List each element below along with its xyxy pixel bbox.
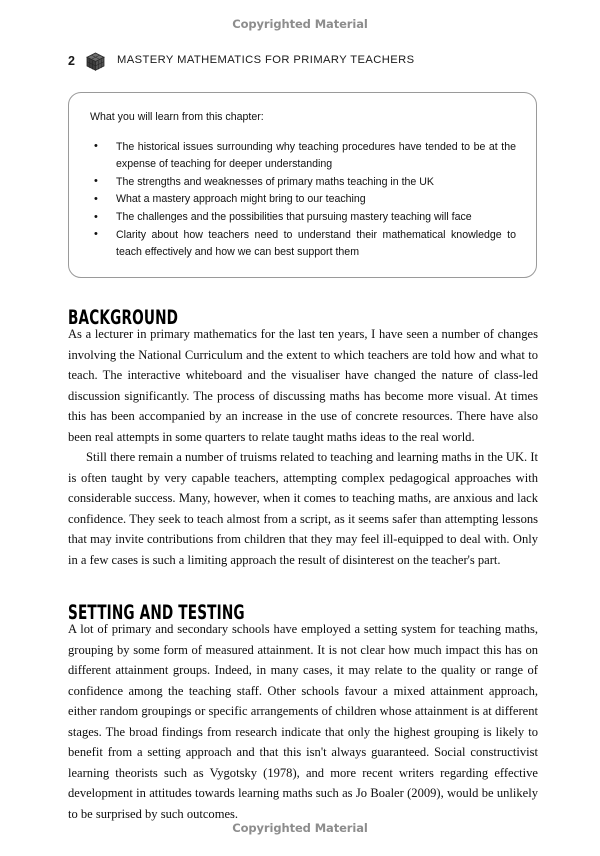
- list-item: • The strengths and weaknesses of primary maths teaching in the UK: [90, 174, 516, 191]
- paragraph: A lot of primary and secondary schools have employed a setting system for teaching maths, grouping by some form of measured attainment. It is not clear how much impact this has on different attainment groups. Indeed, in many cases, it may relate to the quality or range of confidence among the teaching staff. Other schools favour a mixed attainment approach, either random groupings or specific arrangements of children whose attainment is at different stages. The broad findings from research indicate that only the highest grouping is likely to benefit from a setting approach and that this isn't always guaranteed. Social constructivist learning theorists such as Vygotsky (1978), and more recent writers regarding effective development in attitudes towards learning maths such as Jo Boaler (2009), would be unlikely to be surprised by such outcomes.: [68, 622, 538, 821]
- watermark-bottom: Copyrighted Material: [232, 821, 368, 835]
- section-heading-setting-and-testing: SETTING AND TESTING: [68, 601, 245, 625]
- cube-icon: [85, 51, 106, 72]
- page-number: 2: [68, 53, 75, 68]
- learning-outcomes-list: [90, 139, 516, 261]
- list-item: • What a mastery approach might bring to our teaching: [90, 191, 516, 208]
- learning-outcomes-intro: What you will learn from this chapter:: [90, 111, 264, 123]
- running-header: [68, 51, 415, 71]
- learning-outcomes-box: [68, 92, 537, 278]
- paragraph: Still there remain a number of truisms related to teaching and learning maths in the UK. It is often taught by very capable teachers, attempting complex pedagogical approaches with considerable success. Many, however, when it comes to teaching maths, are anxious and lack confidence. They seek to teach almost from a script, as it seems safer than attempting lessons that may invite contributions from children that they may feel ill-equipped to deal with. Only in a few cases is such a limiting approach the result of disinterest on the teacher's part.: [68, 450, 538, 568]
- list-item: • The historical issues surrounding why teaching procedures have tended to be at the expense of teaching for deeper understanding: [90, 139, 516, 173]
- section-body-background: [68, 324, 538, 571]
- section-body-setting-and-testing: [68, 619, 538, 824]
- running-title: MASTERY MATHEMATICS FOR PRIMARY TEACHERS: [116, 54, 415, 67]
- watermark-top: Copyrighted Material: [232, 17, 368, 31]
- paragraph: As a lecturer in primary mathematics for the last ten years, I have seen a number of changes involving the National Curriculum and the extent to which teachers are told how and what to teach. The interactive whiteboard and the visualiser have changed the nature of class-led discussion significantly. The process of discussing maths has become more visual. At times this has been accompanied by an increase in the use of concrete resources. There have also been real attempts in some quarters to relate taught maths ideas to the real world.: [68, 327, 538, 444]
- list-item: • Clarity about how teachers need to understand their mathematical knowledge to teach effectively and how we can best support them: [90, 227, 516, 261]
- section-heading-background: BACKGROUND: [68, 306, 179, 330]
- list-item: • The challenges and the possibilities that pursuing mastery teaching will face: [90, 209, 516, 226]
